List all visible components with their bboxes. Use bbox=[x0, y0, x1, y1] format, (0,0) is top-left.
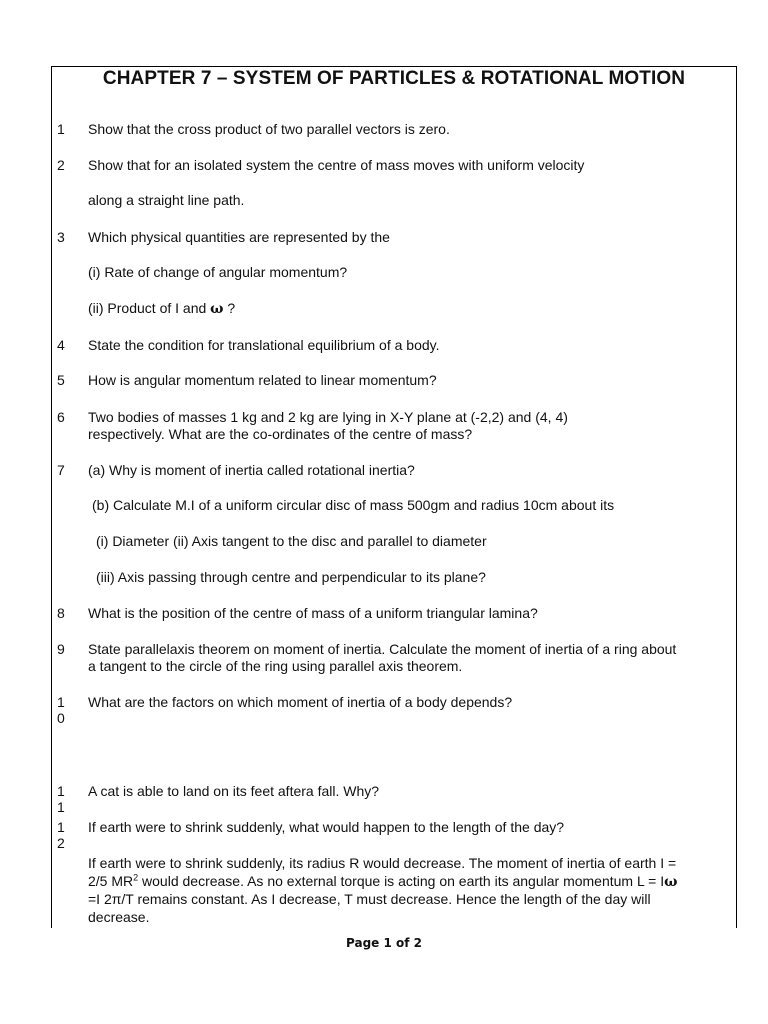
question-text: If earth were to shrink suddenly, what would happen to the length of the day? bbox=[88, 819, 565, 835]
question-number: 9 bbox=[57, 641, 65, 657]
question-number bbox=[57, 819, 77, 851]
chapter-title: CHAPTER 7 – SYSTEM OF PARTICLES & ROTATIONAL MOTION bbox=[102, 68, 686, 89]
question-number: 3 bbox=[57, 229, 65, 245]
question-text-part: (ii) Product of I and bbox=[88, 300, 207, 316]
answer-text-part: would decrease. As no external torque is acting on earth its angular momentum L = I bbox=[138, 873, 665, 889]
question-text: (iii) Axis passing through centre and perpendicular to its plane? bbox=[96, 569, 486, 585]
question-text: (i) Diameter (ii) Axis tangent to the disc and parallel to diameter bbox=[96, 533, 487, 549]
question-number bbox=[57, 694, 77, 726]
question-number: 2 bbox=[57, 157, 65, 173]
question-text: How is angular momentum related to linear momentum? bbox=[88, 372, 437, 388]
question-text: State the condition for translational equilibrium of a body. bbox=[88, 337, 440, 353]
question-number bbox=[57, 783, 77, 815]
question-number-digit: 0 bbox=[57, 710, 65, 726]
question-text: Show that for an isolated system the centre of mass moves with uniform velocity bbox=[88, 157, 585, 173]
question-text: Show that the cross product of two parallel vectors is zero. bbox=[88, 121, 450, 137]
question-number: 6 bbox=[57, 409, 65, 425]
question-number: 1 bbox=[57, 121, 65, 137]
page-footer: Page 1 of 2 bbox=[346, 936, 422, 950]
question-text: respectively. What are the co-ordinates of the centre of mass? bbox=[88, 426, 473, 442]
question-text: along a straight line path. bbox=[88, 192, 245, 208]
question-number: 5 bbox=[57, 372, 65, 388]
question-text bbox=[88, 300, 730, 317]
omega-symbol: ω bbox=[664, 874, 678, 890]
question-number-digit: 1 bbox=[57, 783, 65, 799]
answer-text: decrease. bbox=[88, 909, 150, 925]
omega-symbol: ω bbox=[210, 301, 224, 317]
question-text-part: ? bbox=[227, 300, 236, 316]
question-number-digit: 1 bbox=[57, 799, 65, 815]
question-number-digit: 1 bbox=[57, 694, 65, 710]
answer-text: If earth were to shrink suddenly, its radius R would decrease. The moment of inertia of earth I = bbox=[88, 855, 677, 871]
question-text: (b) Calculate M.I of a uniform circular disc of mass 500gm and radius 10cm about its bbox=[92, 497, 615, 513]
superscript-two: 2 bbox=[133, 872, 139, 883]
question-text: Two bodies of masses 1 kg and 2 kg are lying in X-Y plane at (-2,2) and (4, 4) bbox=[88, 409, 568, 425]
question-text: A cat is able to land on its feet aftera fall. Why? bbox=[88, 783, 380, 799]
question-text: What is the position of the centre of mass of a uniform triangular lamina? bbox=[88, 605, 538, 621]
question-number-digit: 2 bbox=[57, 835, 65, 851]
question-text: (a) Why is moment of inertia called rotational inertia? bbox=[88, 462, 415, 478]
answer-text-part: 2/5 MR bbox=[88, 873, 134, 889]
question-text: a tangent to the circle of the ring using parallel axis theorem. bbox=[88, 658, 463, 674]
question-number: 8 bbox=[57, 605, 65, 621]
answer-text bbox=[88, 873, 730, 890]
question-text: State parallelaxis theorem on moment of inertia. Calculate the moment of inertia of a ring about bbox=[88, 641, 677, 657]
answer-text: =I 2π/T remains constant. As I decrease, T must decrease. Hence the length of the day will bbox=[88, 891, 651, 907]
question-number-digit: 1 bbox=[57, 819, 65, 835]
question-number: 7 bbox=[57, 462, 65, 478]
question-number: 4 bbox=[57, 337, 65, 353]
question-text: (i) Rate of change of angular momentum? bbox=[88, 264, 348, 280]
question-text: Which physical quantities are represented by the bbox=[88, 229, 390, 245]
question-text: What are the factors on which moment of inertia of a body depends? bbox=[88, 694, 513, 710]
